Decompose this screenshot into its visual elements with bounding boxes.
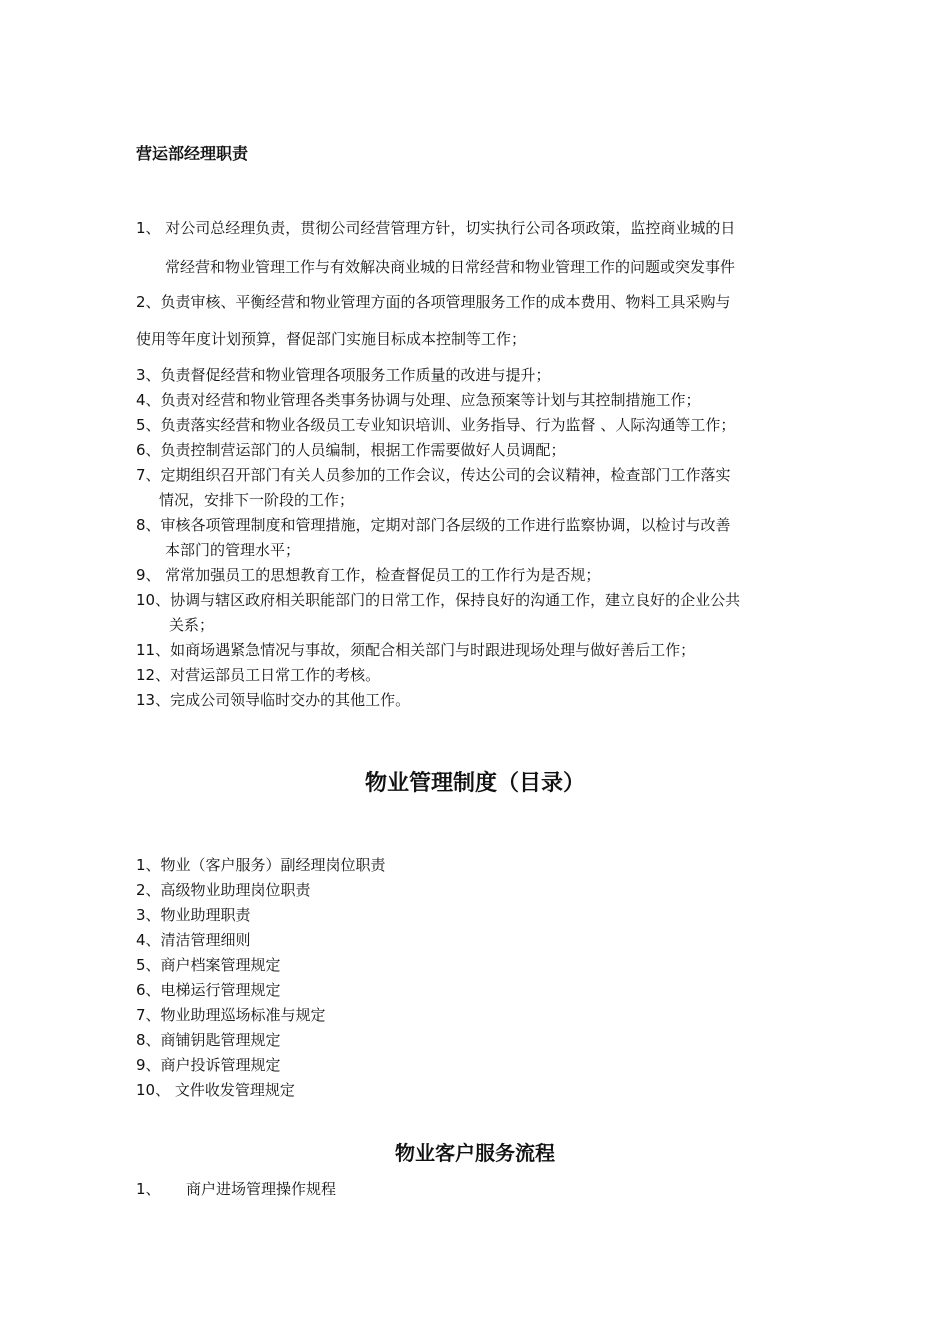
list-item: 3、物业助理职责 [136, 906, 251, 924]
list-item: 本部门的管理水平； [165, 541, 301, 559]
list-item: 7、定期组织召开部门有关人员参加的工作会议，传达公司的会议精神，检查部门工作落实 [136, 466, 731, 484]
list-item: 使用等年度计划预算，督促部门实施目标成本控制等工作； [136, 330, 527, 348]
list-item: 6、电梯运行管理规定 [136, 981, 281, 999]
list-item: 1、物业（客户服务）副经理岗位职责 [136, 856, 386, 874]
list-item: 10、 文件收发管理规定 [136, 1081, 295, 1099]
section-title-operations-manager: 营运部经理职责 [136, 144, 249, 163]
list-item: 5、负责落实经营和物业各级员工专业知识培训、业务指导、行为监督 、人际沟通等工作； [136, 416, 736, 434]
list-item: 12、对营运部员工日常工作的考核。 [136, 666, 381, 684]
section-title-property-rules: 物业管理制度（目录） [364, 771, 585, 796]
list-item: 1、 对公司总经理负责，贯彻公司经营管理方针，切实执行公司各项政策，监控商业城的日 [136, 219, 736, 237]
list-item: 3、负责督促经营和物业管理各项服务工作质量的改进与提升； [136, 366, 551, 384]
list-item: 关系； [169, 616, 215, 634]
list-item: 13、完成公司领导临时交办的其他工作。 [136, 691, 411, 709]
list-item-text: 商户进场管理操作规程 [186, 1180, 337, 1198]
list-item: 8、商铺钥匙管理规定 [136, 1031, 281, 1049]
list-item: 情况，安排下一阶段的工作； [159, 491, 355, 509]
list-item: 6、负责控制营运部门的人员编制，根据工作需要做好人员调配； [136, 441, 566, 459]
list-item: 2、高级物业助理岗位职责 [136, 881, 311, 899]
list-item: 5、商户档案管理规定 [136, 956, 281, 974]
list-item: 4、负责对经营和物业管理各类事务协调与处理、应急预案等计划与其控制措施工作； [136, 391, 701, 409]
list-item-number: 1、 [136, 1180, 161, 1198]
list-item: 7、物业助理巡场标准与规定 [136, 1006, 326, 1024]
list-item: 11、如商场遇紧急情况与事故，须配合相关部门与时跟进现场处理与做好善后工作； [136, 641, 696, 659]
list-item: 4、清洁管理细则 [136, 931, 251, 949]
list-item: 常经营和物业管理工作与有效解决商业城的日常经营和物业管理工作的问题或突发事件 [165, 258, 736, 276]
list-item: 9、商户投诉管理规定 [136, 1056, 281, 1074]
list-item: 9、 常常加强员工的思想教育工作，检查督促员工的工作行为是否规； [136, 566, 601, 584]
section-title-customer-service: 物业客户服务流程 [395, 1141, 555, 1165]
list-item: 2、负责审核、平衡经营和物业管理方面的各项管理服务工作的成本费用、物料工具采购与 [136, 293, 731, 311]
list-item: 10、协调与辖区政府相关职能部门的日常工作，保持良好的沟通工作，建立良好的企业公共 [136, 591, 741, 609]
list-item: 8、审核各项管理制度和管理措施，定期对部门各层级的工作进行监察协调，以检讨与改善 [136, 516, 731, 534]
